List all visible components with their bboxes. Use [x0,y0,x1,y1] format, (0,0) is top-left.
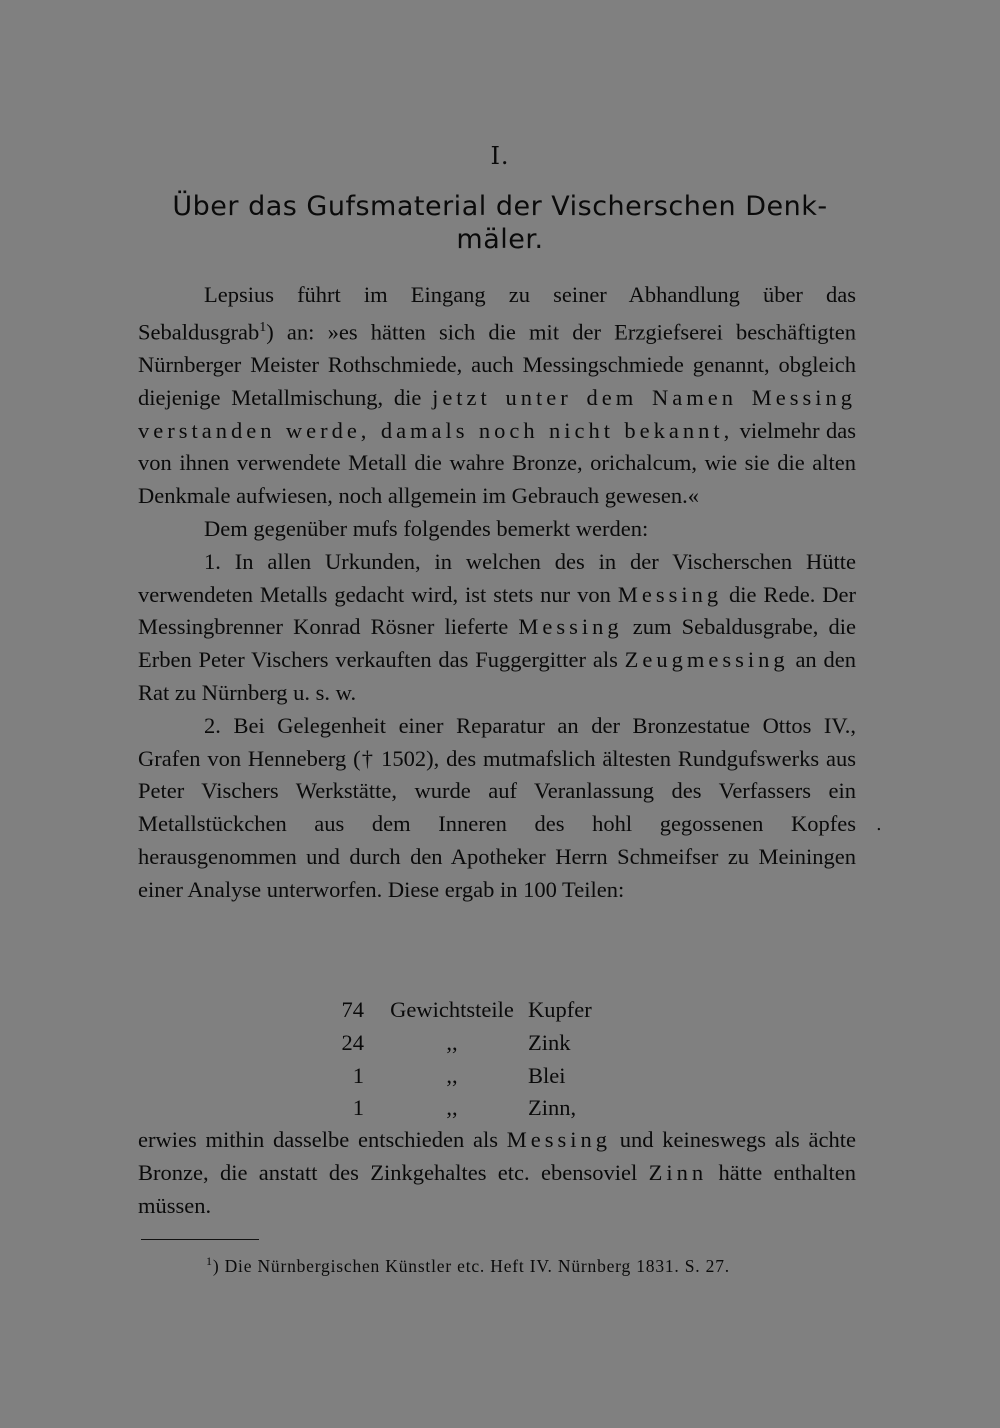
paragraph-1-spaced-emphasis: jetzt unter dem Namen Messing verstanden werde, damals noch nicht bekannt, [138,384,856,443]
chapter-number: I. [490,142,510,170]
paragraph-3-part-e: zum Sebaldusgrabe, die Erben Peter Vischers verkauften das Fuggergitter als [138,614,857,673]
closing-emphasis-1: Messing [506,1127,611,1152]
analysis-metal: Zinn, [528,1095,577,1121]
closing-paragraph [138,1124,856,1222]
footnote-divider [141,1239,259,1240]
analysis-unit: ,, [446,1062,458,1088]
analysis-unit: ,, [446,1029,458,1055]
analysis-amount: 1 [352,1062,364,1088]
analysis-metal: Blei [528,1062,566,1088]
paragraph-3-emphasis-2: Messing [518,614,623,640]
analysis-unit: Gewichtsteile [390,997,514,1022]
paragraph-1 [138,279,856,513]
paragraph-3-emphasis-3: Zeugmessing [624,647,789,673]
analysis-row [320,1092,648,1125]
analysis-row [320,994,648,1027]
chapter-title [140,190,860,256]
paragraph-1-part-d: vielmehr das von ihnen verwendete Metall die wahre Bronze, orichalcum, wie sie die alten Denkmale aufwiesen, noch allgemein im Gebrauch gewesen.« [138,417,856,509]
analysis-row [320,1027,648,1060]
analysis-metal: Zink [528,1029,571,1055]
paragraph-3-part-a: 1. In allen Urkunden, in welchen des in der Vischerschen Hütte verwendeten Metalls gedacht wird, ist stets nur von [138,548,856,607]
analysis-table [320,994,648,1125]
paragraph-3-part-g: an den Rat zu Nürnberg u. s. w. [138,647,856,706]
body-text [138,279,856,907]
chapter-title-line2: mäler. [456,224,544,255]
closing-text [138,1124,856,1222]
closing-part-c: und keineswegs als ächte Bronze, die anstatt des Zinkgehaltes etc. ebensoviel [138,1127,856,1185]
paragraph-2: Dem gegenüber mufs folgendes bemerkt werden: [204,516,649,542]
analysis-amount: 1 [352,1095,364,1121]
footnote-marker: 1 [206,1254,213,1268]
paragraph-3 [138,546,856,710]
footnote [206,1254,730,1277]
footnote-text: ) Die Nürnbergischen Künstler etc. Heft IV. Nürnberg 1831. S. 27. [212,1255,730,1276]
paragraph-1-part-a: Lepsius führt im Eingang zu seiner Abhandlung über das Sebaldusgrab [138,282,856,345]
chapter-title-line1: Über das Gufsmaterial der Vischerschen Denk- [172,191,828,222]
paragraph-1-part-b: ) an: »es hätten sich die mit der Erzgiefserei beschäftigten Nürnberger Meister Rothschmiede, auch Messingschmiede genannt, obgleich diejenige Metallmischung, die [138,319,856,410]
closing-part-a: erwies mithin dasselbe entschieden als [138,1127,507,1152]
analysis-amount: 74 [341,997,364,1022]
paragraph-4: 2. Bei Gelegenheit einer Reparatur an der Bronzestatue Ottos IV., Grafen von Henneberg († 1502), des mutmafslich ältesten Rundgufswerks aus Peter Vischers Werkstätte, wurde auf Veranlassung des Verfassers ein Metallstückchen aus dem Inneren des hohl gegossenen Kopfes herausgenommen und durch den Apotheker Herrn Schmeifser zu Meiningen einer Analyse unterworfen. Diese ergab in 100 Teilen: [138,712,856,902]
analysis-amount: 24 [341,1029,364,1055]
footnote-reference: 1 [259,319,267,335]
analysis-unit: ,, [446,1095,458,1121]
closing-emphasis-2: Zinn [648,1159,708,1185]
margin-mark: . [876,814,882,835]
analysis-row [320,1060,648,1093]
paragraph-3-part-c: die Rede. Der Messingbrenner Konrad Rösner lieferte [138,581,856,640]
closing-part-e: hätte enthalten müssen. [138,1159,856,1218]
analysis-metal: Kupfer [528,997,592,1022]
paragraph-3-emphasis-1: Messing [617,581,723,607]
